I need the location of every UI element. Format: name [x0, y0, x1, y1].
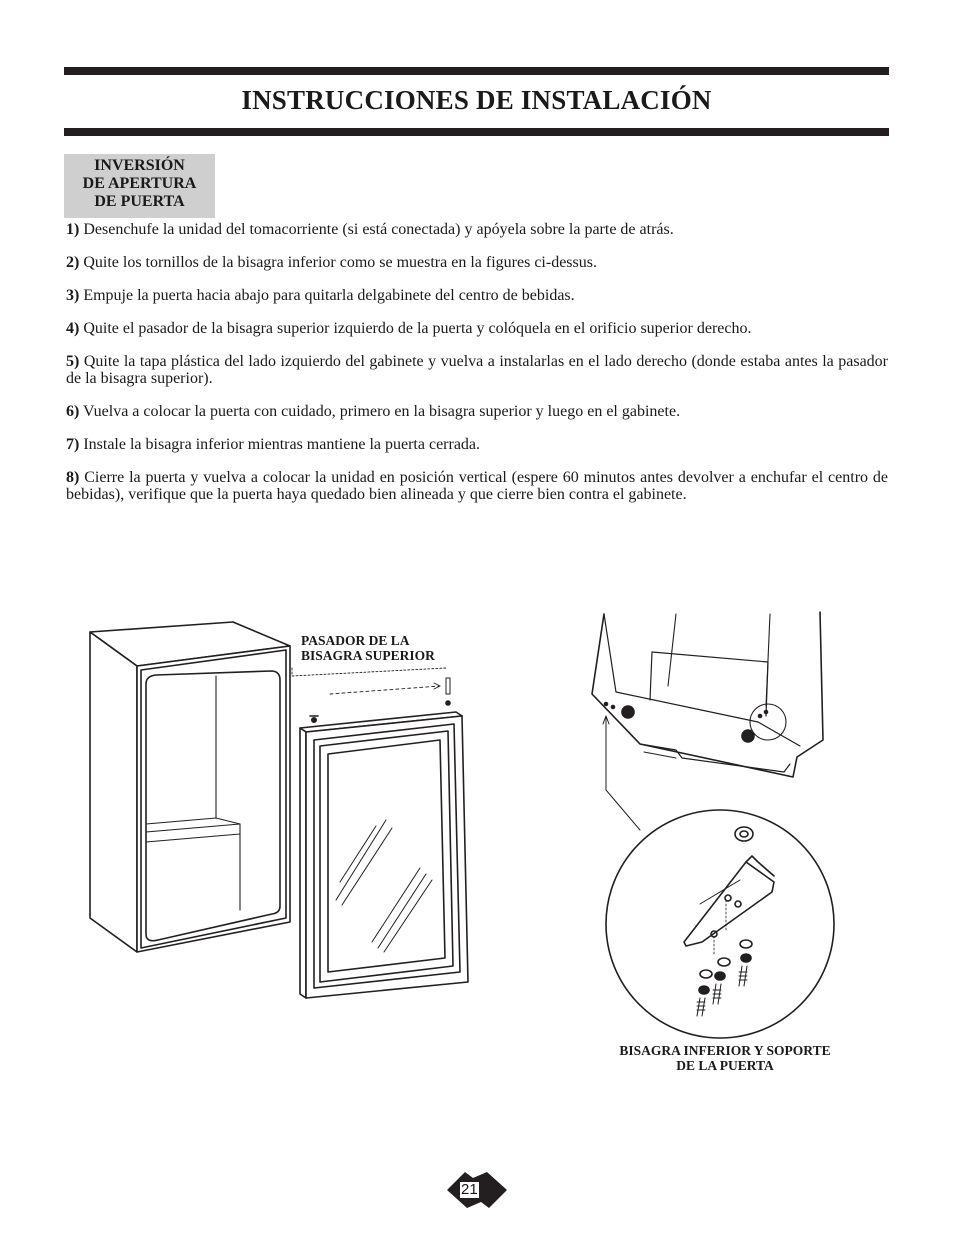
step-number: 3): [66, 287, 80, 304]
top-hinge-pin-label: [301, 633, 435, 663]
step-text: Quite el pasador de la bisagra superior izquierdo de la puerta y colóquela en el orificio superior derecho.: [83, 320, 752, 337]
label-line: BISAGRA INFERIOR Y SOPORTE: [619, 1043, 831, 1058]
step-number: 1): [66, 221, 80, 238]
step-text: Instale la bisagra inferior mientras mantiene la puerta cerrada.: [83, 436, 481, 453]
step-number: 7): [66, 436, 80, 453]
bottom-hinge-label: [585, 1043, 865, 1073]
label-line: DE LA PUERTA: [676, 1058, 774, 1073]
step-number: 4): [66, 320, 80, 337]
section-heading-line: DE APERTURA: [82, 175, 197, 192]
label-line: PASADOR DE LA: [301, 633, 410, 648]
door-drawing: [292, 668, 468, 998]
step-number: 5): [66, 353, 80, 370]
step-text: Desenchufe la unidad del tomacorriente (si está conectada) y apóyela sobre la parte de atrás.: [83, 221, 674, 238]
section-heading-line: INVERSIÓN: [94, 157, 185, 174]
step-number: 2): [66, 254, 80, 271]
section-heading-line: DE PUERTA: [94, 193, 185, 210]
page-number: 21: [461, 1181, 478, 1198]
step-number: 6): [66, 403, 80, 420]
inverted-unit-drawing: [592, 612, 823, 830]
hinge-detail-drawing: [606, 810, 834, 1038]
step-number: 8): [66, 469, 80, 486]
step-text: Quite los tornillos de la bisagra inferior como se muestra en la figures ci-dessus.: [83, 254, 597, 271]
cabinet-drawing: [90, 622, 290, 952]
step-text: Cierre la puerta y vuelva a colocar la unidad en posición vertical (espere 60 minutos antes devolver a enchufar el centro de bebidas), verifique que la puerta haya quedado bien alineada y que cierre bien contra el gabinete.: [66, 469, 889, 503]
step-text: Quite la tapa plástica del lado izquierdo del gabinete y vuelva a instalarlas en el lado derecho (donde estaba antes la pasador de la bisagra superior).: [66, 353, 889, 387]
label-line: BISAGRA SUPERIOR: [301, 648, 435, 663]
step-text: Vuelva a colocar la puerta con cuidado, primero en la bisagra superior y luego en el gabinete.: [83, 403, 681, 420]
step-text: Empuje la puerta hacia abajo para quitarla delgabinete del centro de bebidas.: [83, 287, 575, 304]
page-title: INSTRUCCIONES DE INSTALACIÓN: [241, 85, 712, 115]
